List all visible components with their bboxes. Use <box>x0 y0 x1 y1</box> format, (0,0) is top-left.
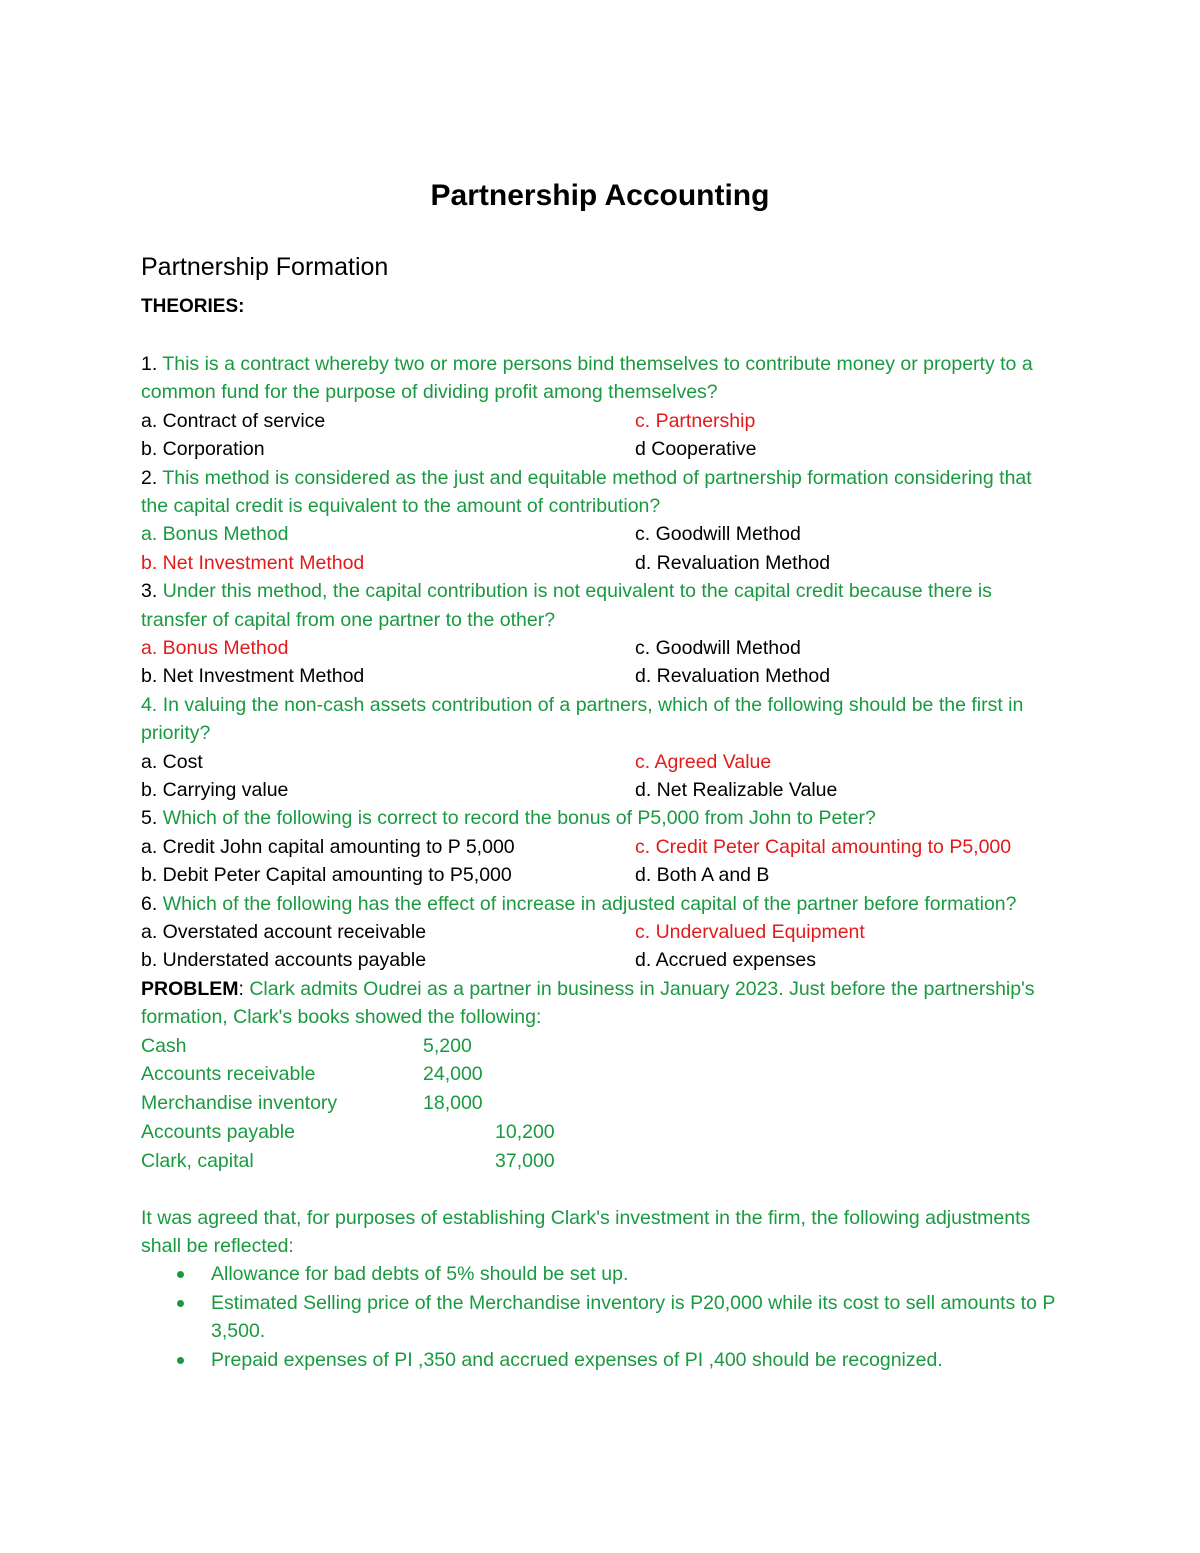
choice-a: a. Contract of service <box>141 409 326 432</box>
blank-line <box>141 1176 1061 1204</box>
account-label: Accounts payable <box>141 1120 295 1143</box>
choice-b: b. Understated accounts payable <box>141 949 427 972</box>
choice-c-answer: c. Credit Peter Capital amounting to P5,000 <box>635 835 1012 858</box>
question-text: In valuing the non-cash assets contribution of a partners, which of the following should be the first in priority? <box>141 693 1024 745</box>
account-label: Cash <box>141 1034 187 1057</box>
table-row <box>141 1118 1061 1147</box>
table-row <box>141 1032 1061 1061</box>
adjustments-list <box>141 1260 1061 1374</box>
question-number: 5. <box>141 807 158 830</box>
choice-row <box>141 662 1061 690</box>
choice-c-answer: c. Partnership <box>635 409 756 432</box>
choice-a: a. Bonus Method <box>141 523 289 546</box>
choice-c-answer: c. Undervalued Equipment <box>635 920 865 943</box>
problem-intro: Clark admits Oudrei as a partner in business in January 2023. Just before the partnership's formation, Clark's books showed the following: <box>141 977 1035 1029</box>
choice-d: d. Net Realizable Value <box>635 778 838 801</box>
question-3 <box>141 577 1061 634</box>
account-value: 37,000 <box>495 1149 555 1172</box>
balance-table <box>141 1032 1061 1176</box>
adjustment-text: Estimated Selling price of the Merchandise inventory is P20,000 while its cost to sell amounts to P 3,500. <box>211 1291 1055 1343</box>
account-label: Merchandise inventory <box>141 1092 338 1115</box>
bullet-icon <box>177 1300 184 1307</box>
document-body <box>141 350 1061 1374</box>
choice-c: c. Goodwill Method <box>635 637 801 659</box>
question-number: 6. <box>141 892 158 915</box>
question-6 <box>141 890 1061 918</box>
choice-b-answer: b. Net Investment Method <box>141 551 365 574</box>
question-5 <box>141 804 1061 832</box>
list-item <box>211 1346 1061 1374</box>
account-value: 18,000 <box>423 1092 483 1115</box>
agreement-text: It was agreed that, for purposes of establishing Clark's investment in the firm, the following adjustments shall be reflected: <box>141 1206 1031 1257</box>
choice-b: b. Net Investment Method <box>141 665 365 688</box>
question-4 <box>141 691 1061 748</box>
adjustment-text: Prepaid expenses of PI ,350 and accrued expenses of PI ,400 should be recognized. <box>211 1348 943 1371</box>
account-value: 10,200 <box>495 1120 555 1143</box>
account-value: 24,000 <box>423 1063 483 1086</box>
adjustment-text: Allowance for bad debts of 5% should be set up. <box>211 1263 629 1286</box>
question-text: This method is considered as the just and equitable method of partnership formation considering that the capital credit is equivalent to the amount of contribution? <box>141 466 1032 517</box>
question-number: 4. <box>141 693 158 716</box>
choice-a: a. Credit John capital amounting to P 5,000 <box>141 835 515 858</box>
table-row <box>141 1060 1061 1089</box>
choice-row <box>141 748 1061 776</box>
choice-b: b. Corporation <box>141 438 265 461</box>
choice-c-answer: c. Agreed Value <box>635 750 772 773</box>
choice-row <box>141 918 1061 946</box>
question-text: Which of the following is correct to record the bonus of P5,000 from John to Peter? <box>162 807 876 830</box>
choice-row <box>141 520 1061 548</box>
choice-d: d. Accrued expenses <box>635 949 817 972</box>
choice-d: d Cooperative <box>635 438 757 461</box>
choice-c: c. Goodwill Method <box>635 523 801 546</box>
choice-row <box>141 776 1061 804</box>
choice-row <box>141 946 1061 974</box>
table-row <box>141 1147 1061 1176</box>
account-label: Clark, capital <box>141 1149 254 1172</box>
question-text: This is a contract whereby two or more persons bind themselves to contribute money or property to a common fund for the purpose of dividing profit among themselves? <box>141 353 1033 404</box>
choice-d: d. Both A and B <box>635 864 770 887</box>
choice-row <box>141 833 1061 861</box>
question-text: Which of the following has the effect of increase in adjusted capital of the partner before formation? <box>162 892 1017 915</box>
question-text: Under this method, the capital contribution is not equivalent to the capital credit because there is transfer of capital from one partner to the other? <box>141 580 992 631</box>
problem-statement <box>141 975 1061 1032</box>
list-item <box>211 1289 1061 1346</box>
question-1 <box>141 350 1061 407</box>
theories-label: THEORIES: <box>141 296 245 317</box>
table-row <box>141 1089 1061 1118</box>
question-number: 1. <box>141 353 158 375</box>
choice-row <box>141 549 1061 577</box>
account-value: 5,200 <box>423 1034 472 1057</box>
choice-b: b. Carrying value <box>141 778 289 801</box>
choice-row <box>141 861 1061 889</box>
problem-colon: : <box>238 977 244 1000</box>
choice-a: a. Overstated account receivable <box>141 920 427 943</box>
question-number: 3. <box>141 580 158 603</box>
account-label: Accounts receivable <box>141 1063 316 1086</box>
choice-d: d. Revaluation Method <box>635 665 831 688</box>
bullet-icon <box>177 1357 184 1364</box>
document-title: Partnership Accounting <box>430 179 770 212</box>
choice-a-answer: a. Bonus Method <box>141 637 289 659</box>
section-heading: Partnership Formation <box>141 253 389 281</box>
question-2 <box>141 464 1061 521</box>
problem-label: PROBLEM <box>141 977 239 1000</box>
choice-row <box>141 634 1061 662</box>
list-item <box>211 1260 1061 1288</box>
choice-row <box>141 435 1061 463</box>
bullet-icon <box>177 1271 184 1278</box>
choice-d: d. Revaluation Method <box>635 551 831 574</box>
choice-row <box>141 407 1061 435</box>
question-number: 2. <box>141 466 158 489</box>
choice-a: a. Cost <box>141 750 203 773</box>
choice-b: b. Debit Peter Capital amounting to P5,000 <box>141 864 512 887</box>
